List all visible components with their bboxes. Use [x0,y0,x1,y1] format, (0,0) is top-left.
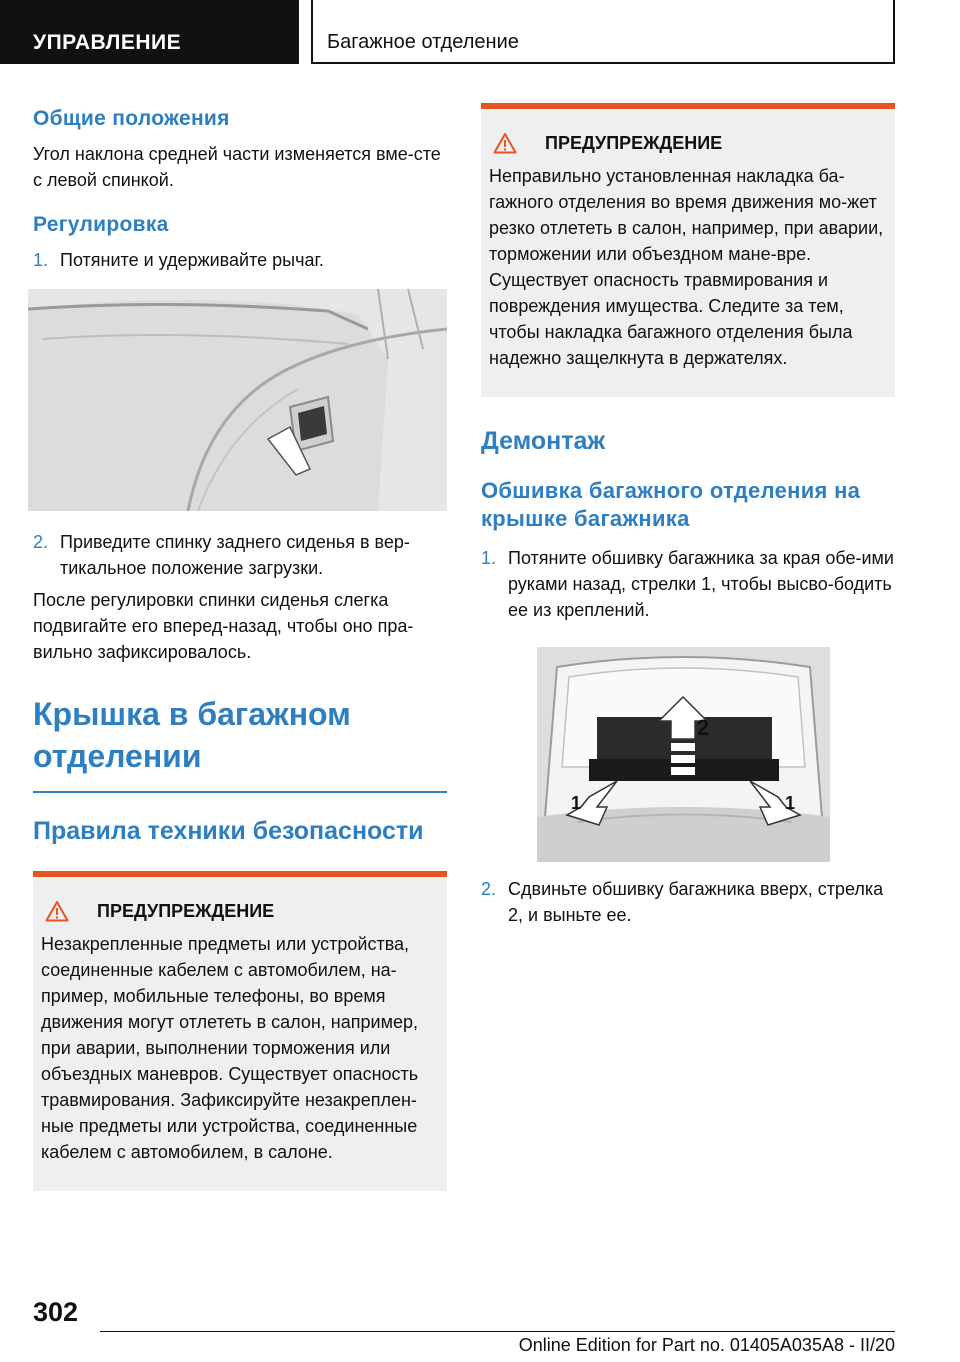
warning-triangle-icon [493,132,517,154]
page-number: 302 [33,1297,79,1327]
section-tab [0,0,299,64]
warning-title [41,899,439,923]
lever-photo [28,289,447,511]
arrow-1-left-label: 1 [571,793,582,813]
warning-triangle-icon [45,900,69,922]
paragraph-general: Угол наклона средней части изменяется вме-сте с левой спинкой. [33,144,441,190]
step-number: 1. [33,250,49,270]
adjust-step-2 [33,529,447,581]
seat-lever-illustration [28,289,447,511]
step-text: Потяните обшивку багажника за края обе-ими руками назад, стрелки 1, чтобы высво-бодить ее из креплений. [508,548,894,620]
step-text: Приведите спинку заднего сиденья в вер-тикальное положение загрузки. [60,532,410,578]
chapter-tab [311,0,895,64]
chapter-title: Багажное отделение [327,31,519,53]
paragraph-after-adjust: После регулировки спинки сиденья слегка подвигайте его вперед-назад, чтобы оно пра-вильно зафиксировалось. [33,590,414,662]
heading-removal: Демонтаж [481,427,606,455]
heading-trunk-trim: Обшивка багажного отделения на крышке багажника [481,478,861,531]
left-column [33,100,447,1191]
right-column [481,103,895,928]
heading-rule [33,791,447,793]
trunk-lid-illustration [537,647,830,862]
removal-step-2 [481,876,895,928]
step-number: 1. [481,548,497,568]
adjust-step-1 [33,247,447,273]
section-title: УПРАВЛЕНИЕ [33,31,182,54]
warning-title [489,131,887,155]
heading-adjust: Регулировка [33,213,169,236]
removal-step-1 [481,545,895,623]
warning-box-left [33,871,447,1191]
footer-rule [100,1331,895,1332]
trunk-lid-photo [537,647,830,862]
warning-text: Неправильно установленная накладка ба-гажного отделения во время движения мо-жет резко отлететь в салон, например, при аварии, торможении или объездном мане-вре. Существует опасность травмирования и повреждения имущества. Следите за тем, чтобы накладка багажного отделения была надежно защелкнута в держателях. [489,166,884,368]
step-text: Потяните и удерживайте рычаг. [60,250,324,270]
step-text: Сдвиньте обшивку багажника вверх, стрелка 2, и выньте ее. [508,879,884,925]
heading-trunk-cover: Крышка в багажном отделении [33,696,351,774]
heading-safety: Правила техники безопасности [33,817,424,845]
heading-general: Общие положения [33,107,230,130]
warning-title-text: ПРЕДУПРЕЖДЕНИЕ [97,901,275,921]
footer-edition: Online Edition for Part no. 01405A035A8 - II/20 [518,1335,895,1355]
step-number: 2. [481,879,497,899]
warning-box-right [481,103,895,397]
arrow-2-label: 2 [697,715,710,740]
warning-text: Незакрепленные предметы или устройства, соединенные кабелем с автомобилем, на-пример, мобильные телефоны, во время движения могут отлететь в салон, например, при аварии, выполнении торможения или объездных маневров. Существует опасность травмирования. Зафиксируйте незакреплен-ные предметы или устройства, соединенные кабелем с автомобилем, в салоне. [41,934,419,1162]
step-number: 2. [33,532,49,552]
arrow-1-right-label: 1 [785,793,796,813]
warning-title-text: ПРЕДУПРЕЖДЕНИЕ [545,133,723,153]
